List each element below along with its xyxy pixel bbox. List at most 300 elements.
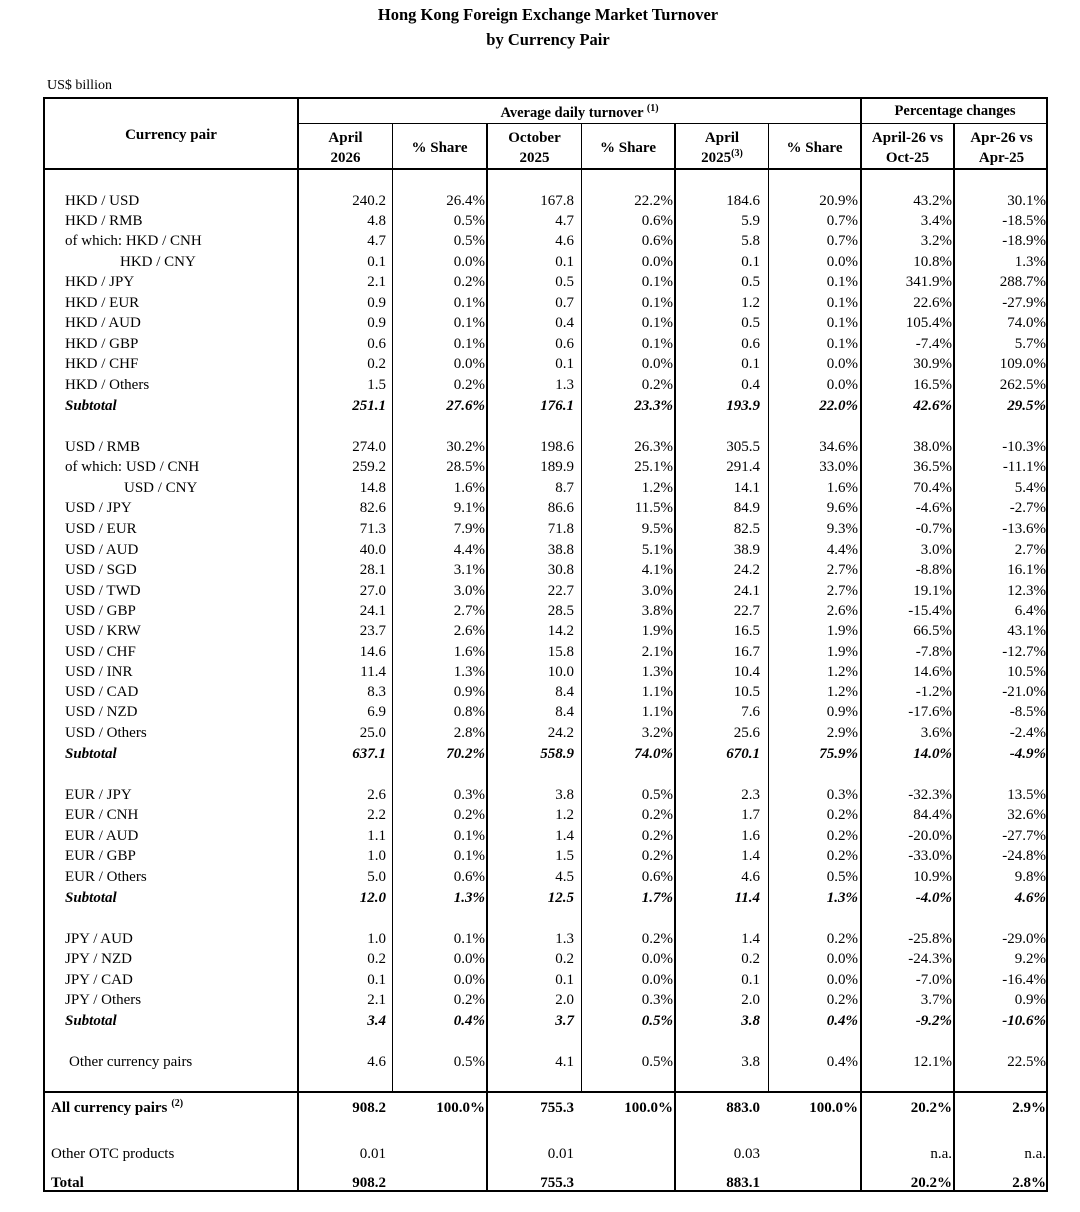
- row-label: [65, 990, 141, 1010]
- table-cell: 4.6%: [1014, 890, 1046, 906]
- table-cell: 1.3: [555, 931, 574, 947]
- row-label: [65, 846, 136, 866]
- table-cell: 755.3: [540, 1100, 574, 1116]
- col-divider: [953, 123, 955, 1192]
- report-title-line1: Hong Kong Foreign Exchange Market Turnover: [377, 5, 719, 24]
- table-cell: 7.9%: [453, 521, 485, 537]
- table-cell: 22.6%: [913, 295, 952, 311]
- table-cell: 0.7%: [826, 233, 858, 249]
- table-cell: 0.0%: [826, 356, 858, 372]
- row-label: [65, 642, 136, 662]
- table-cell: 10.5: [733, 684, 760, 700]
- table-cell: 13.5%: [1007, 787, 1046, 803]
- table-cell: -10.3%: [1002, 439, 1046, 455]
- row-label-text: USD / KRW: [65, 623, 141, 639]
- row-label-text: JPY / NZD: [65, 951, 132, 967]
- table-cell: 0.0%: [641, 356, 673, 372]
- table-cell: 0.5: [741, 274, 760, 290]
- table-cell: 4.5: [555, 869, 574, 885]
- table-cell: 16.7: [733, 644, 760, 660]
- table-cell: 0.4: [741, 377, 760, 393]
- table-cell: 16.5: [733, 623, 760, 639]
- table-cell: 0.2: [367, 951, 386, 967]
- table-cell: 0.0%: [453, 356, 485, 372]
- table-cell: 29.5%: [1007, 398, 1046, 414]
- table-cell: 3.6%: [920, 725, 952, 741]
- row-label-text: USD / CAD: [65, 684, 139, 700]
- table-cell: 167.8: [540, 193, 574, 209]
- row-label: [65, 867, 147, 887]
- table-cell: 0.9: [367, 295, 386, 311]
- table-cell: 25.0: [359, 725, 386, 741]
- table-cell: 9.5%: [641, 521, 673, 537]
- table-cell: 16.5%: [913, 377, 952, 393]
- table-cell: 32.6%: [1007, 807, 1046, 823]
- table-cell: 0.4%: [826, 1013, 858, 1029]
- table-cell: -15.4%: [908, 603, 952, 619]
- table-cell: 0.6%: [641, 213, 673, 229]
- table-cell: 0.0%: [641, 972, 673, 988]
- table-cell: 2.2: [367, 807, 386, 823]
- table-cell: 0.1: [741, 972, 760, 988]
- table-cell: 82.6: [359, 500, 386, 516]
- table-cell: 0.9%: [826, 704, 858, 720]
- col-label-line: Apr-25: [978, 150, 1025, 166]
- row-label-text: EUR / CNH: [65, 807, 139, 823]
- report-title-line2: by Currency Pair: [486, 30, 610, 49]
- table-cell: 1.7: [741, 807, 760, 823]
- row-label-text: Other currency pairs: [69, 1054, 193, 1070]
- table-cell: 0.5: [741, 315, 760, 331]
- table-cell: 20.2%: [910, 1100, 952, 1116]
- avg-turnover-header: [299, 103, 860, 123]
- table-cell: 14.6%: [913, 664, 952, 680]
- table-cell: 0.7: [555, 295, 574, 311]
- table-cell: 0.4%: [453, 1013, 485, 1029]
- table-cell: 70.2%: [446, 746, 485, 762]
- row-label: [124, 478, 197, 498]
- table-cell: 0.0%: [826, 377, 858, 393]
- row-label: [65, 785, 132, 805]
- table-cell: -0.7%: [915, 521, 952, 537]
- header-subline: [298, 123, 1048, 124]
- row-label-text: HKD / JPY: [65, 274, 135, 290]
- row-label-text: HKD / AUD: [65, 315, 141, 331]
- row-label: [65, 211, 143, 231]
- table-cell: -13.6%: [1002, 521, 1046, 537]
- table-cell: -24.3%: [908, 951, 952, 967]
- table-cell: -24.8%: [1002, 848, 1046, 864]
- table-cell: 24.2: [733, 562, 760, 578]
- row-label: [69, 1052, 192, 1072]
- row-label-text: EUR / GBP: [65, 848, 136, 864]
- table-cell: 176.1: [540, 398, 574, 414]
- table-cell: 1.2: [555, 807, 574, 823]
- table-cell: 0.1%: [826, 295, 858, 311]
- table-cell: 3.2%: [641, 725, 673, 741]
- table-cell: 755.3: [540, 1175, 574, 1191]
- table-cell: [768, 1144, 858, 1164]
- row-label: [51, 1173, 84, 1193]
- table-cell: 40.0: [359, 542, 386, 558]
- table-cell: 0.1: [741, 254, 760, 270]
- row-label-text: HKD / RMB: [65, 213, 143, 229]
- table-cell: 8.4: [555, 704, 574, 720]
- table-cell: 22.0%: [819, 398, 858, 414]
- table-cell: [583, 1144, 673, 1164]
- table-cell: 0.1: [555, 254, 574, 270]
- table-cell: 0.2%: [453, 807, 485, 823]
- table-cell: 2.7%: [826, 562, 858, 578]
- footnote-1: (1): [646, 103, 659, 115]
- row-label: [65, 519, 137, 539]
- table-cell: 1.6%: [453, 644, 485, 660]
- table-cell: 1.1%: [641, 704, 673, 720]
- table-cell: 19.1%: [913, 583, 952, 599]
- row-label-text: HKD / CHF: [65, 356, 139, 372]
- table-cell: 12.5: [547, 890, 574, 906]
- table-cell: 0.0%: [826, 254, 858, 270]
- table-cell: 0.2%: [641, 828, 673, 844]
- table-cell: -10.6%: [1002, 1013, 1046, 1029]
- footnote-2: (2): [171, 1098, 184, 1109]
- table-cell: -11.1%: [1002, 459, 1046, 475]
- table-cell: 0.0%: [641, 254, 673, 270]
- table-cell: 883.1: [726, 1175, 760, 1191]
- row-label: [65, 826, 138, 846]
- table-cell: 27.0: [359, 583, 386, 599]
- row-label: [65, 272, 134, 292]
- table-cell: 9.6%: [826, 500, 858, 516]
- table-cell: 27.6%: [446, 398, 485, 414]
- table-cell: -32.3%: [908, 787, 952, 803]
- table-cell: 637.1: [352, 746, 386, 762]
- row-label-text: JPY / AUD: [65, 931, 133, 947]
- table-cell: 74.0%: [634, 746, 673, 762]
- row-label: [65, 662, 133, 682]
- table-cell: 0.5%: [641, 1013, 673, 1029]
- table-cell: 1.4: [555, 828, 574, 844]
- table-cell: 10.5%: [1007, 664, 1046, 680]
- row-label: [65, 702, 138, 722]
- col-label-line: Oct-25: [885, 150, 930, 166]
- table-cell: 28.5%: [446, 459, 485, 475]
- row-label-text: EUR / Others: [65, 869, 147, 885]
- row-label: [65, 334, 138, 354]
- table-cell: 0.0%: [826, 951, 858, 967]
- table-cell: 0.2%: [453, 274, 485, 290]
- row-label: [65, 396, 117, 416]
- table-cell: 0.6%: [641, 869, 673, 885]
- table-cell: 0.0%: [453, 972, 485, 988]
- table-cell: 12.3%: [1007, 583, 1046, 599]
- table-cell: 4.4%: [826, 542, 858, 558]
- table-cell: 9.8%: [1014, 869, 1046, 885]
- table-cell: 82.5: [733, 521, 760, 537]
- table-cell: 1.9%: [641, 623, 673, 639]
- table-cell: 0.2: [741, 951, 760, 967]
- table-cell: 2.1%: [641, 644, 673, 660]
- table-cell: 0.01: [359, 1146, 386, 1162]
- table-cell: 24.2: [547, 725, 574, 741]
- row-label-text: USD / RMB: [65, 439, 141, 455]
- table-cell: 0.2%: [826, 992, 858, 1008]
- table-cell: 0.1%: [641, 315, 673, 331]
- table-cell: 5.9: [741, 213, 760, 229]
- table-cell: 0.1: [555, 972, 574, 988]
- table-cell: 3.8%: [641, 603, 673, 619]
- table-cell: 86.6: [547, 500, 574, 516]
- table-cell: 8.7: [555, 480, 574, 496]
- table-cell: 0.1: [741, 356, 760, 372]
- table-cell: -12.7%: [1002, 644, 1046, 660]
- table-cell: 262.5%: [999, 377, 1046, 393]
- table-cell: 10.9%: [913, 869, 952, 885]
- table-cell: 0.2: [367, 356, 386, 372]
- table-cell: 0.2%: [641, 807, 673, 823]
- table-cell: 6.4%: [1014, 603, 1046, 619]
- row-label-text: USD / EUR: [65, 521, 137, 537]
- row-label-text: Subtotal: [65, 1013, 117, 1029]
- table-cell: 9.3%: [826, 521, 858, 537]
- row-label-text: JPY / Others: [65, 992, 142, 1008]
- table-cell: 908.2: [352, 1175, 386, 1191]
- table-cell: 14.8: [359, 480, 386, 496]
- table-cell: [395, 1144, 485, 1164]
- table-cell: 33.0%: [819, 459, 858, 475]
- col-share-header: % Share: [411, 140, 468, 156]
- table-cell: 22.7: [733, 603, 760, 619]
- table-cell: 3.0%: [641, 583, 673, 599]
- table-cell: 0.7%: [826, 213, 858, 229]
- table-cell: 0.9%: [453, 684, 485, 700]
- row-label-text: JPY / CAD: [65, 972, 133, 988]
- table-cell: 0.3%: [641, 992, 673, 1008]
- col-label-line: October: [508, 130, 561, 146]
- table-cell: 0.2%: [826, 848, 858, 864]
- row-label: [65, 231, 202, 251]
- table-cell: [583, 1173, 673, 1193]
- row-label-text: HKD / Others: [65, 377, 150, 393]
- table-cell: 75.9%: [819, 746, 858, 762]
- table-cell: 0.1%: [826, 274, 858, 290]
- table-cell: 109.0%: [999, 356, 1046, 372]
- table-cell: 0.3%: [453, 787, 485, 803]
- table-cell: 24.1: [733, 583, 760, 599]
- table-cell: 9.1%: [453, 500, 485, 516]
- table-cell: 1.1%: [641, 684, 673, 700]
- table-cell: -2.7%: [1009, 500, 1046, 516]
- table-cell: 908.2: [352, 1100, 386, 1116]
- table-cell: 1.4: [741, 931, 760, 947]
- table-cell: 0.03: [733, 1146, 760, 1162]
- table-cell: 251.1: [352, 398, 386, 414]
- row-label: [120, 252, 196, 272]
- row-label-text: of which: HKD / CNH: [65, 233, 202, 249]
- table-cell: 1.3: [555, 377, 574, 393]
- table-cell: 22.5%: [1007, 1054, 1046, 1070]
- row-label: [65, 540, 138, 560]
- table-cell: 4.4%: [453, 542, 485, 558]
- table-cell: 3.0%: [453, 583, 485, 599]
- table-cell: 0.2%: [453, 377, 485, 393]
- table-cell: 0.2%: [641, 848, 673, 864]
- row-label: [51, 1098, 183, 1118]
- table-cell: 2.6: [367, 787, 386, 803]
- table-cell: 193.9: [726, 398, 760, 414]
- table-cell: -27.9%: [1002, 295, 1046, 311]
- table-cell: 4.6: [555, 233, 574, 249]
- row-label-text: Subtotal: [65, 746, 117, 762]
- row-label: [65, 888, 117, 908]
- table-cell: 0.6: [555, 336, 574, 352]
- table-cell: 25.6: [733, 725, 760, 741]
- table-cell: 0.3%: [826, 787, 858, 803]
- table-cell: 84.4%: [913, 807, 952, 823]
- table-cell: 4.7: [555, 213, 574, 229]
- col-divider: [392, 123, 393, 1092]
- table-cell: 8.3: [367, 684, 386, 700]
- table-cell: 3.7%: [920, 992, 952, 1008]
- table-cell: 2.6%: [453, 623, 485, 639]
- table-cell: 2.9%: [1012, 1100, 1046, 1116]
- col-april-2025-header: [676, 128, 768, 168]
- row-label-text: USD / SGD: [65, 562, 137, 578]
- table-cell: 0.2%: [453, 992, 485, 1008]
- table-cell: -9.2%: [915, 1013, 952, 1029]
- table-cell: 0.5%: [453, 1054, 485, 1070]
- table-cell: 2.7%: [453, 603, 485, 619]
- table-cell: -29.0%: [1002, 931, 1046, 947]
- row-label: [65, 437, 140, 457]
- table-cell: 3.7: [555, 1013, 574, 1029]
- table-cell: 3.4%: [920, 213, 952, 229]
- col-label-line: 2026: [330, 150, 361, 166]
- table-cell: 2.6%: [826, 603, 858, 619]
- col-share-header: % Share: [786, 140, 843, 156]
- table-cell: 0.1%: [453, 848, 485, 864]
- table-cell: n.a.: [930, 1146, 952, 1162]
- table-cell: 10.0: [547, 664, 574, 680]
- table-cell: 4.1%: [641, 562, 673, 578]
- table-cell: 0.1%: [826, 336, 858, 352]
- row-label-text: USD / AUD: [65, 542, 139, 558]
- table-cell: 0.1: [367, 254, 386, 270]
- table-cell: 1.2: [741, 295, 760, 311]
- table-cell: 7.6: [741, 704, 760, 720]
- table-cell: 0.1: [555, 356, 574, 372]
- row-label: [65, 970, 133, 990]
- table-cell: 0.0%: [826, 972, 858, 988]
- table-cell: 3.4: [367, 1013, 386, 1029]
- table-cell: 3.8: [741, 1054, 760, 1070]
- row-label: [65, 949, 132, 969]
- table-cell: 3.0%: [920, 542, 952, 558]
- table-cell: 100.0%: [809, 1100, 858, 1116]
- row-label: [65, 929, 133, 949]
- table-cell: 0.8%: [453, 704, 485, 720]
- table-cell: 4.6: [367, 1054, 386, 1070]
- table-cell: 25.1%: [634, 459, 673, 475]
- table-cell: 20.9%: [819, 193, 858, 209]
- table-cell: 12.1%: [913, 1054, 952, 1070]
- header-bottom-line: [43, 168, 1048, 170]
- col-label-line: April-26 vs: [871, 130, 944, 146]
- table-cell: 43.1%: [1007, 623, 1046, 639]
- table-cell: 30.1%: [1007, 193, 1046, 209]
- footnote-3: (3): [731, 148, 743, 159]
- table-cell: 28.1: [359, 562, 386, 578]
- table-cell: 23.7: [359, 623, 386, 639]
- table-cell: -20.0%: [908, 828, 952, 844]
- table-cell: 1.2%: [826, 664, 858, 680]
- table-cell: 1.2%: [826, 684, 858, 700]
- table-cell: 30.9%: [913, 356, 952, 372]
- table-cell: 5.4%: [1014, 480, 1046, 496]
- table-cell: 1.2%: [641, 480, 673, 496]
- table-cell: 24.1: [359, 603, 386, 619]
- table-cell: 5.7%: [1014, 336, 1046, 352]
- table-cell: 184.6: [726, 193, 760, 209]
- table-cell: 0.0%: [453, 254, 485, 270]
- table-cell: 2.0: [741, 992, 760, 1008]
- row-label: [65, 457, 199, 477]
- table-cell: 1.4: [741, 848, 760, 864]
- table-cell: 38.9: [733, 542, 760, 558]
- table-cell: -7.4%: [915, 336, 952, 352]
- table-cell: 30.2%: [446, 439, 485, 455]
- table-cell: 0.01: [547, 1146, 574, 1162]
- totals-line: [43, 1091, 1048, 1093]
- table-cell: 670.1: [726, 746, 760, 762]
- table-cell: 11.4: [734, 890, 760, 906]
- table-cell: 1.3%: [641, 664, 673, 680]
- table-cell: 71.3: [359, 521, 386, 537]
- table-cell: 11.5%: [634, 500, 673, 516]
- avg-turnover-label: Average daily turnover: [500, 105, 644, 121]
- table-cell: 0.6%: [453, 869, 485, 885]
- table-cell: 0.9%: [1014, 992, 1046, 1008]
- table-cell: 0.5%: [453, 213, 485, 229]
- table-cell: 1.1: [367, 828, 386, 844]
- row-label: [65, 805, 138, 825]
- table-cell: 305.5: [726, 439, 760, 455]
- row-label-text: USD / CNY: [124, 480, 198, 496]
- table-cell: 38.0%: [913, 439, 952, 455]
- table-cell: 2.0: [555, 992, 574, 1008]
- table-cell: 2.7%: [826, 583, 858, 599]
- col-october-2025-header: [488, 128, 581, 168]
- table-cell: 6.9: [367, 704, 386, 720]
- table-cell: 0.1%: [826, 315, 858, 331]
- table-cell: 8.4: [555, 684, 574, 700]
- row-label: [65, 682, 138, 702]
- row-label-text: HKD / GBP: [65, 336, 139, 352]
- table-cell: 30.8: [547, 562, 574, 578]
- row-label: [65, 375, 149, 395]
- row-label-text: EUR / AUD: [65, 828, 139, 844]
- row-label-text: HKD / EUR: [65, 295, 140, 311]
- table-cell: 341.9%: [905, 274, 952, 290]
- table-cell: 0.6: [367, 336, 386, 352]
- row-label: [65, 601, 136, 621]
- table-cell: -17.6%: [908, 704, 952, 720]
- table-cell: 66.5%: [913, 623, 952, 639]
- row-label-text: USD / INR: [65, 664, 133, 680]
- row-label: [65, 293, 139, 313]
- row-label: [65, 1011, 117, 1031]
- table-cell: 11.4: [360, 664, 386, 680]
